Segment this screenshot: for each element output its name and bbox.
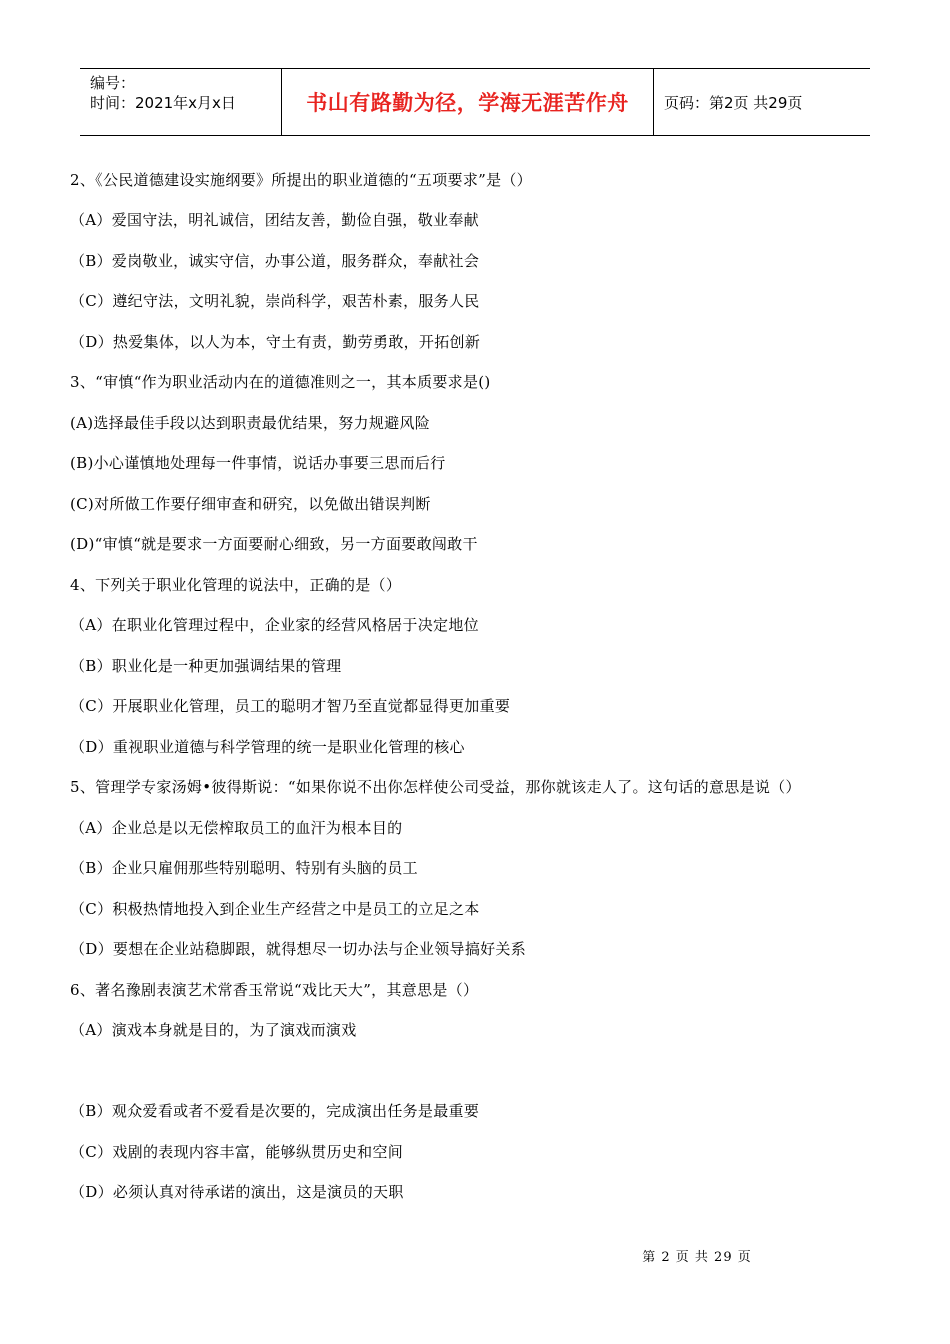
question-option: （D）必须认真对待承诺的演出，这是演员的天职 xyxy=(70,1183,404,1201)
question-option: （B）观众爱看或者不爱看是次要的，完成演出任务是最重要 xyxy=(70,1102,480,1120)
question-option: (D)“审慎“就是要求一方面要耐心细致，另一方面要敢闯敢干 xyxy=(70,535,478,553)
question-option: (C)对所做工作要仔细审查和研究，以免做出错误判断 xyxy=(70,495,431,513)
question-option: （A）演戏本身就是目的，为了演戏而演戏 xyxy=(70,1021,357,1039)
motto: 书山有路勤为径，学海无涯苦作舟 xyxy=(306,91,629,115)
page-footer xyxy=(0,1246,950,1265)
question-option: （A）爱国守法，明礼诚信，团结友善，勤俭自强，敬业奉献 xyxy=(70,211,479,229)
question-option: （C）开展职业化管理，员工的聪明才智乃至直觉都显得更加重要 xyxy=(70,697,511,715)
question-option: （B）职业化是一种更加强调结果的管理 xyxy=(70,657,342,675)
question-option: （D）热爱集体，以人为本，守土有责，勤劳勇敢，开拓创新 xyxy=(70,333,481,351)
question-option: (A)选择最佳手段以达到职责最优结果，努力规避风险 xyxy=(70,414,431,432)
header-motto-cell xyxy=(282,69,654,135)
page-header xyxy=(80,68,870,136)
question-stem: 4、下列关于职业化管理的说法中，正确的是（） xyxy=(70,576,402,594)
question-option: （D）要想在企业站稳脚跟，就得想尽一切办法与企业领导搞好关系 xyxy=(70,940,527,958)
question-stem: 3、“审慎“作为职业活动内在的道德准则之一，其本质要求是() xyxy=(70,373,491,391)
question-option: （A）企业总是以无偿榨取员工的血汗为根本目的 xyxy=(70,819,403,837)
header-info-cell xyxy=(80,69,282,135)
header-page-label: 页码：第2页 共29页 xyxy=(664,93,803,112)
footer-page-number: 第 2 页 共 29 页 xyxy=(642,1250,752,1265)
question-option: （C）积极热情地投入到企业生产经营之中是员工的立足之本 xyxy=(70,900,480,918)
question-option: （A）在职业化管理过程中，企业家的经营风格居于决定地位 xyxy=(70,616,479,634)
question-stem: 5、管理学专家汤姆•彼得斯说：“如果你说不出你怎样使公司受益，那你就该走人了。这句话的意思是说（） xyxy=(70,778,801,796)
question-option: (B)小心谨慎地处理每一件事情，说话办事要三思而后行 xyxy=(70,454,446,472)
number-label: 编号： xyxy=(90,74,136,92)
question-option: （D）重视职业道德与科学管理的统一是职业化管理的核心 xyxy=(70,738,465,756)
question-stem: 6、著名豫剧表演艺术常香玉常说“戏比天大”，其意思是（） xyxy=(70,981,479,999)
question-option: （C）遵纪守法，文明礼貌，崇尚科学，艰苦朴素，服务人民 xyxy=(70,292,480,310)
question-option: （B）爱岗敬业，诚实守信，办事公道，服务群众，奉献社会 xyxy=(70,252,480,270)
question-stem: 2、《公民道德建设实施纲要》所提出的职业道德的“五项要求”是（） xyxy=(70,171,532,189)
question-option: （B）企业只雇佣那些特别聪明、特别有头脑的员工 xyxy=(70,859,418,877)
question-option: （C）戏剧的表现内容丰富，能够纵贯历史和空间 xyxy=(70,1143,404,1161)
date-label: 时间：2021年x月x日 xyxy=(90,94,236,112)
header-page-cell xyxy=(654,69,870,135)
